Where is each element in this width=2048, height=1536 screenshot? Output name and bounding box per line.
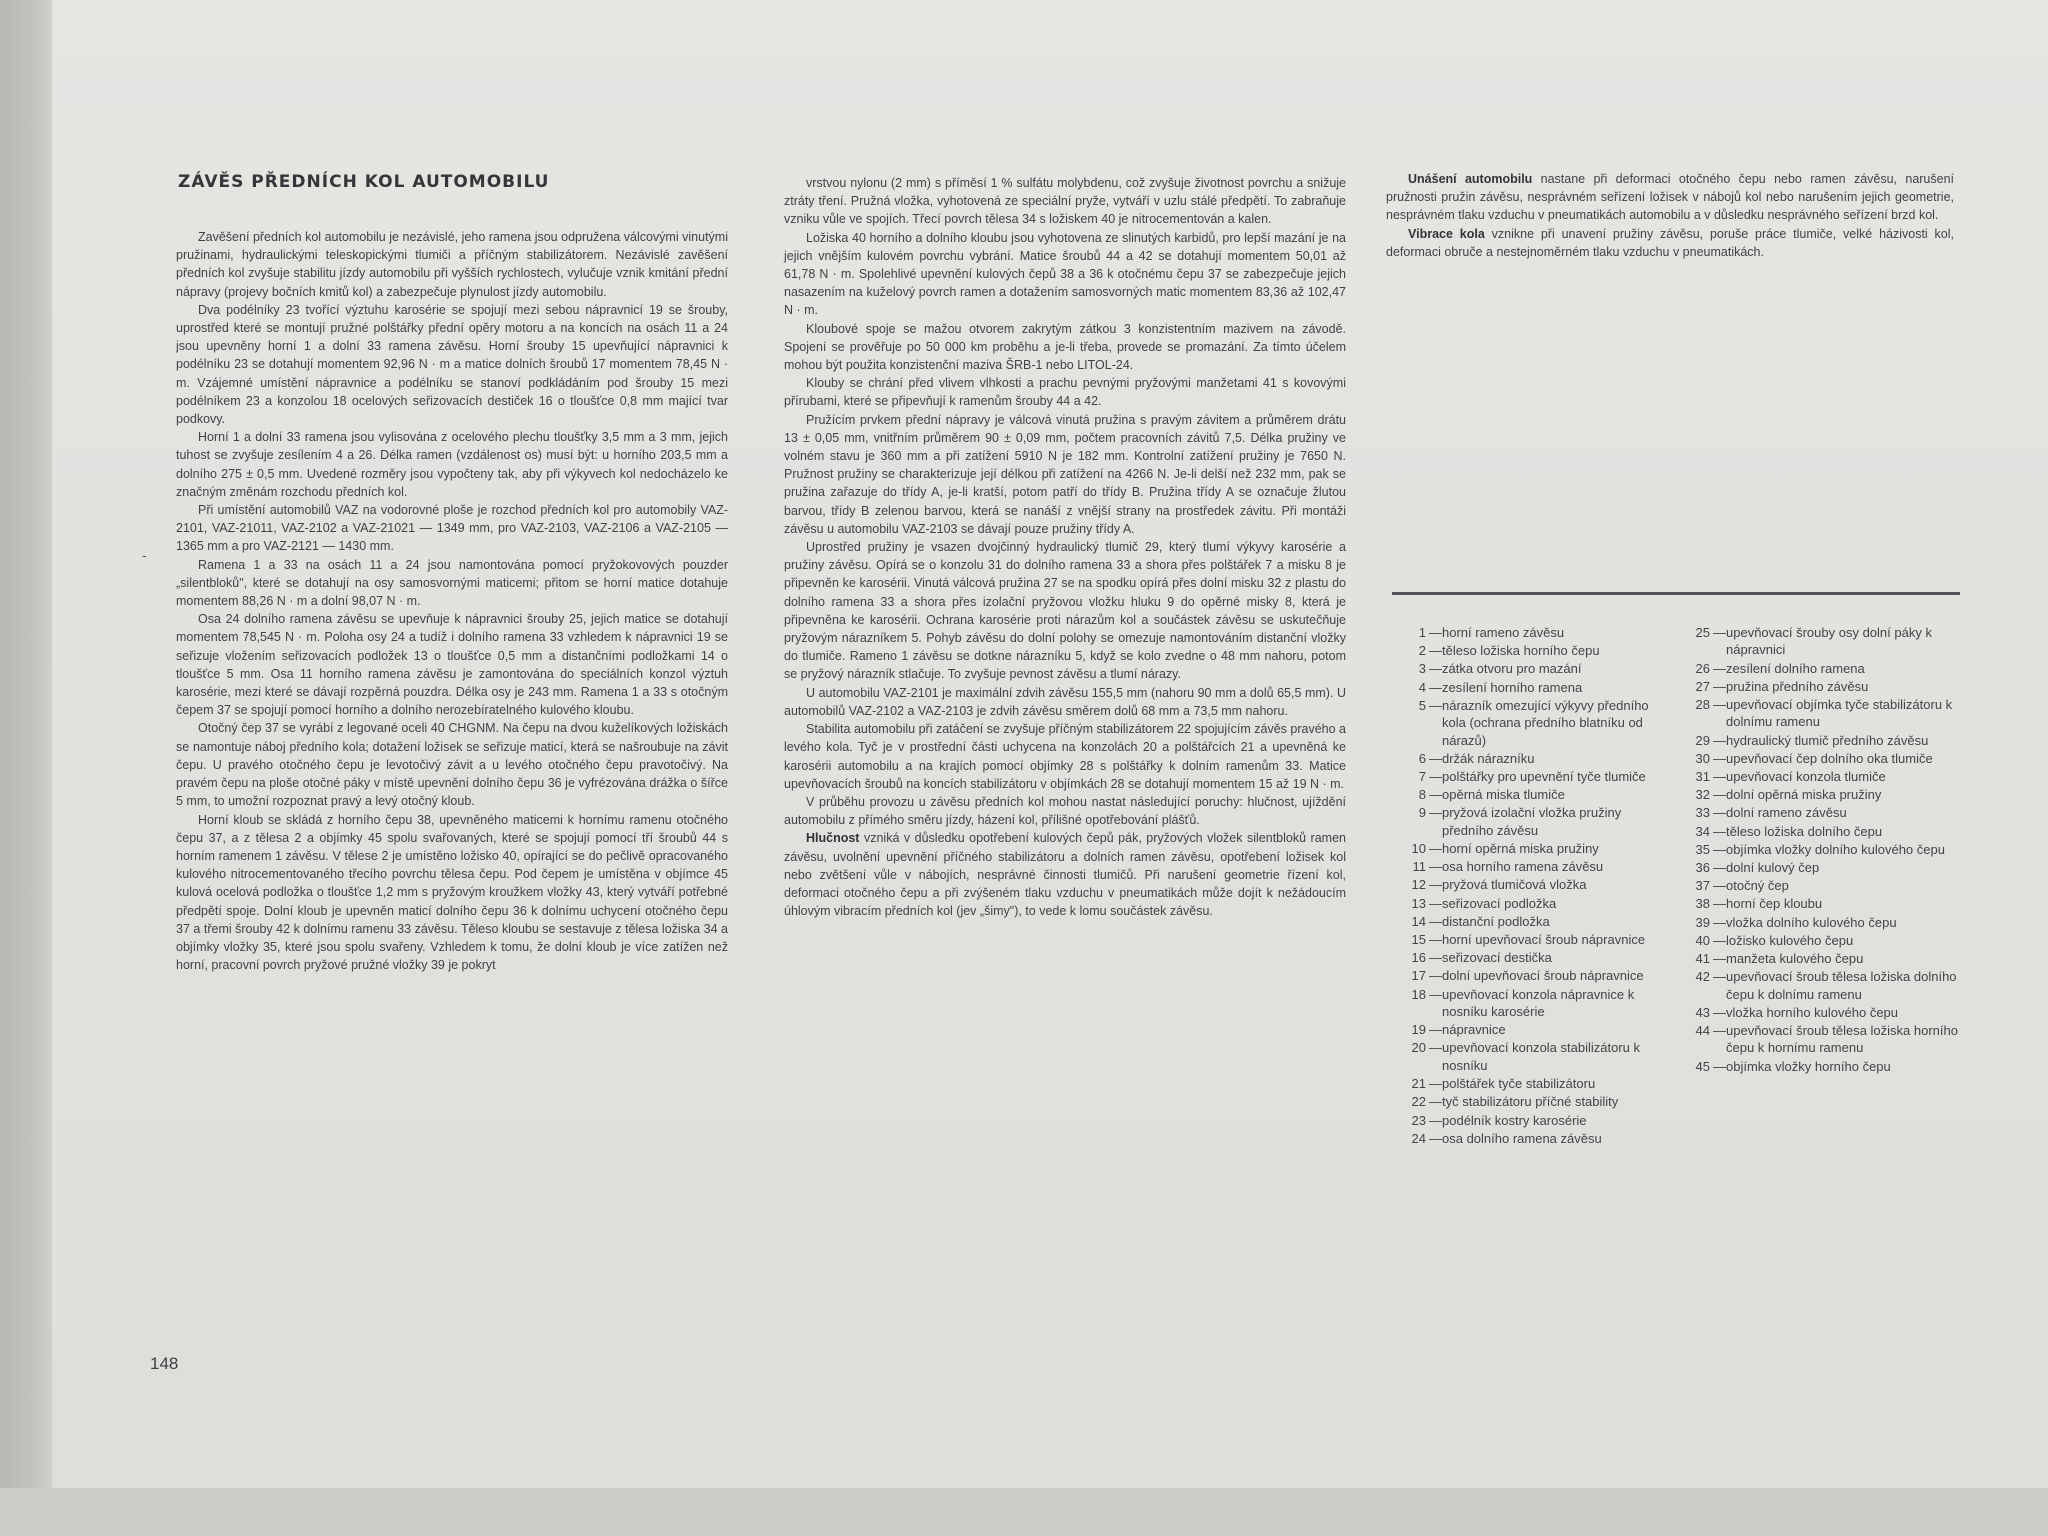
legend-item <box>1676 950 1958 967</box>
legend-number: 23 <box>1411 1112 1426 1128</box>
legend-dash: — <box>1429 787 1442 803</box>
legend-text: objímka vložky horního čepu <box>1726 1058 1891 1074</box>
legend-number: 33 <box>1695 805 1710 821</box>
legend-dash: — <box>1429 643 1442 659</box>
legend-number: 2 <box>1418 643 1426 659</box>
legend-number: 19 <box>1411 1022 1426 1038</box>
legend-text: zesílení horního ramena <box>1442 679 1583 695</box>
legend-number: 20 <box>1411 1040 1426 1056</box>
paragraph: Uprostřed pružiny je vsazen dvojčinný hydraulický tlumič 29, který tlumí výkyvy karosérie a pružiny závěsu. Opírá se o konzolu 31 do dolního ramena 33 a shora přes polštářek 7 a misku 8 je připevněn ke karosérii. Vinutá válcová pružina 27 se na spodku opírá přes dolní misku 32 z plastu do dolního ramena 33 a shora přes izolační pryžovou vložku hluku 9 do opěrné misky 8, která je připevněna ke karosérii. Ochrana karosérie proti nárazům kol a součástek závěsu se uskutečňuje pryžovým nárazníkem 5. Pohyb závěsu do dolní polohy se omezuje namontováním distanční vložky do tlumiče. Rameno 1 závěsu se dotkne nárazníku 5, když se kolo zvedne o 48 mm nahoru, potom se pryžový nárazník stlačuje. To zvyšuje pevnost závěsu a tlumí nárazy. <box>784 540 1346 682</box>
legend-item <box>1392 913 1666 930</box>
legend-text: polštářky pro upevnění tyče tlumiče <box>1442 769 1646 785</box>
legend-dash: — <box>1713 660 1726 676</box>
legend-divider <box>1392 592 1960 595</box>
legend-item <box>1392 642 1666 659</box>
legend-dash: — <box>1429 1112 1442 1128</box>
legend-item <box>1676 660 1958 677</box>
legend-text: zátka otvoru pro mazání <box>1442 661 1582 677</box>
legend-dash: — <box>1713 896 1726 912</box>
paragraph: vrstvou nylonu (2 mm) s příměsí 1 % sulfátu molybdenu, což zvyšuje životnost povrchu a snižuje ztráty tření. Pružná vložka, vyhotovená ze speciální pryže, vytváří v uzlu stálé předpětí. To zabraňuje vzniku vůle ve spojích. Třecí povrch tělesa 34 s ložiskem 40 je nitrocementován a kalen. <box>784 176 1346 227</box>
legend-number: 18 <box>1411 986 1426 1002</box>
legend-text: tyč stabilizátoru příčné stability <box>1442 1094 1619 1110</box>
paragraph: Ramena 1 a 33 na osách 11 a 24 jsou namontována pomocí pryžokovových pouzder „silentbloků", které se dotahují na osy samosvornými maticemi; přitom se horní matice dotahuje momentem 88,26 N · m a dolní 98,07 N · m. <box>176 557 728 609</box>
paragraph: Dva podélníky 23 tvořící výztuhu karosérie se spojují mezi sebou nápravnicí 19 se šrouby, uprostřed které se montují pružné polštářky přední opěry motoru a na koncích na osách 11 a 24 jsou upevněny horní 1 a dolní 33 ramena závěsu. Horní šrouby 15 upevňující nápravnici k podélníku 23 se dotahují momentem 92,96 N · m a matice dolních šroubů 17 momentem 78,45 N · m. Vzájemné umístění nápravnice a podélníku se stanoví podkládáním pod šrouby 15 mezi podélníkem 23 a konzolou 18 ocelových seřizovacích destiček 16 o tloušťce 0,8 mm mající tvar podkovy. <box>176 302 728 427</box>
legend-text: podélník kostry karosérie <box>1442 1112 1587 1128</box>
legend-dash: — <box>1429 968 1442 984</box>
legend-text: držák nárazníku <box>1442 750 1535 766</box>
legend-number: 15 <box>1411 932 1426 948</box>
legend-item <box>1392 858 1666 875</box>
legend-text: upevňovací šrouby osy dolní páky k nápravnici <box>1726 625 1932 658</box>
paragraph: Unášení automobilu nastane při deformaci otočného čepu nebo ramen závěsu, narušení pružnosti pružin závěsu, nesprávném seřízení ložisek v nábojů kol nebo narušením jejich geometrie, nesprávném tlaku vzduchu v pneumatikách automobilu a v důsledku nesprávného seřízení brzd kol. <box>1386 172 1955 223</box>
legend-item <box>1676 968 1958 1003</box>
legend-number: 30 <box>1695 750 1710 766</box>
legend-item <box>1676 678 1958 695</box>
legend-text: vložka dolního kulového čepu <box>1726 914 1897 930</box>
legend-item <box>1676 1004 1958 1021</box>
text-column-1 <box>176 228 728 974</box>
legend-item <box>1676 624 1958 659</box>
legend-text: osa dolního ramena závěsu <box>1442 1130 1602 1146</box>
paragraph: Ložiska 40 horního a dolního kloubu jsou vyhotovena ze slinutých karbidů, pro lepší mazání je na jejich vnějším kulovém povrchu vybrání. Matice šroubů 44 a 42 se dotahují momentem 50,01 až 61,78 N · m. Spolehlivé upevnění kulových čepů 38 a 36 k otočnému čepu 37 se zabezpečuje jejich nasazením na kuželový povrch ramen a dotažením samosvorných matic momentem 83,36 až 102,47 N · m. <box>784 230 1346 318</box>
legend-number: 10 <box>1411 841 1426 857</box>
legend-text: ložisko kulového čepu <box>1726 932 1854 948</box>
section-heading: ZÁVĚS PŘEDNÍCH KOL AUTOMOBILU <box>178 172 550 192</box>
paragraph: Pružícím prvkem přední nápravy je válcová vinutá pružina s pravým závitem a průměrem drátu 13 ± 0,05 mm, vnitřním průměrem 90 ± 0,09 mm, počtem pracovních závitů 7,5. Délka pružiny ve volném stavu je 360 mm a při zatížení 5910 N je 182 mm. Kontrolní zatížení pružiny je 7650 N. Pružnost pružiny se charakterizuje její délkou při zatížení na 4266 N. Je-li delší než 232 mm, pak se pružina zařazuje do třídy A, je-li kratší, potom patří do třídy B. Pružina třídy A se označuje žlutou barvou, třídy B zelenou barvou, která se nanáší z vnější strany na prostředek závitu. Při montáži závěsu u automobilu VAZ-2103 se dávají pouze pružiny třídy A. <box>784 412 1346 536</box>
legend-number: 44 <box>1695 1023 1710 1039</box>
legend-number: 31 <box>1695 769 1710 785</box>
legend-item <box>1676 750 1958 767</box>
legend-dash: — <box>1429 805 1442 821</box>
legend-item <box>1676 823 1958 840</box>
legend-text: pružina předního závěsu <box>1726 678 1869 694</box>
legend-item <box>1676 841 1958 858</box>
legend-number: 42 <box>1695 969 1710 985</box>
legend-number: 28 <box>1695 697 1710 713</box>
legend-number: 13 <box>1411 895 1426 911</box>
legend-dash: — <box>1713 678 1726 694</box>
parts-legend-right <box>1676 624 1958 1076</box>
text-column-3 <box>1386 170 1954 261</box>
legend-text: polštářek tyče stabilizátoru <box>1442 1076 1596 1092</box>
paragraph: Hlučnost vzniká v důsledku opotřebení kulových čepů pák, pryžových vložek silentbloků ramen závěsu, uvolnění upevnění příčného stabilizátoru a dolních ramen závěsu, opotřebení ložisek kol nebo zvětšení vůle v nábojích, nesprávné činnosti tlumičů. Při narušení geometrie řízení kol, deformaci otočného čepu a při zvýšeném tlaku vzduchu v pneumatikách může dojít k nežádoucím úhlovým vibracím předních kol (jev „šimy"), to vede k lomu součástek závěsu. <box>784 831 1346 919</box>
legend-dash: — <box>1713 969 1726 985</box>
legend-item <box>1676 1058 1958 1075</box>
legend-dash: — <box>1429 1022 1442 1038</box>
paragraph: U automobilu VAZ-2101 je maximální zdvih závěsu 155,5 mm (nahoru 90 mm a dolů 65,5 mm). U automobilů VAZ-2102 a VAZ-2103 je zdvih závěsu směrem dolů 68 mm a 73,5 mm nahoru. <box>784 685 1346 718</box>
legend-dash: — <box>1429 697 1442 713</box>
legend-text: horní upevňovací šroub nápravnice <box>1442 932 1646 948</box>
paragraph: Kloubové spoje se mažou otvorem zakrytým zátkou 3 konzistentním mazivem na závodě. Spojení se prověřuje po 50 000 km proběhu a je-li třeba, provede se promazání. Za tímto účelem mohou být použita konzistenční maziva ŠRB-1 nebo LITOL-24. <box>784 321 1346 373</box>
legend-number: 3 <box>1418 661 1426 677</box>
legend-text: těleso ložiska dolního čepu <box>1726 823 1883 839</box>
legend-text: pryžová tlumičová vložka <box>1442 877 1587 893</box>
legend-text: dolní opěrná miska pružiny <box>1726 787 1882 803</box>
legend-number: 26 <box>1695 660 1710 676</box>
legend-dash: — <box>1713 841 1726 857</box>
legend-item <box>1392 786 1666 803</box>
legend-number: 16 <box>1411 950 1426 966</box>
legend-number: 21 <box>1411 1076 1426 1092</box>
legend-number: 45 <box>1695 1058 1710 1074</box>
legend-number: 9 <box>1418 805 1426 821</box>
legend-text: upevňovací šroub tělesa ložiska dolního čepu k dolnímu ramenu <box>1726 969 1957 1002</box>
legend-dash: — <box>1429 1130 1442 1146</box>
legend-item <box>1392 949 1666 966</box>
legend-item <box>1392 750 1666 767</box>
paragraph: Stabilita automobilu při zatáčení se zvyšuje příčným stabilizátorem 22 spojujícím závěs pravého a levého kola. Tyč je v prostřední části uchycena na konzolách 20 a polštářcích 21 a upevněná ke karosérii automobilu a na krajích pomocí objímky 28 s polštářky k dolním ramenům 33. Matice upevňovacích šroubů na koncích stabilizátoru v objímkách 28 se dotahují momentem 15 až 19 N · m. <box>784 722 1346 791</box>
legend-dash: — <box>1713 697 1726 713</box>
legend-item <box>1392 1075 1666 1092</box>
legend-text: horní opěrná miska pružiny <box>1442 841 1599 857</box>
legend-item <box>1392 660 1666 677</box>
legend-item <box>1676 696 1958 731</box>
legend-text: upevňovací objímka tyče stabilizátoru k dolnímu ramenu <box>1726 697 1953 730</box>
legend-item <box>1392 804 1666 839</box>
legend-dash: — <box>1429 877 1442 893</box>
legend-dash: — <box>1429 625 1442 640</box>
legend-item <box>1676 932 1958 949</box>
legend-number: 6 <box>1418 750 1426 766</box>
legend-number: 32 <box>1695 787 1710 803</box>
legend-dash: — <box>1429 1076 1442 1092</box>
paragraph: Vibrace kola vznikne při unavení pružiny závěsu, poruše práce tlumiče, velké házivosti kol, deformaci obruče a nestejnoměrném tlaku vzduchu v pneumatikách. <box>1386 226 1954 259</box>
legend-text: osa horního ramena závěsu <box>1442 859 1604 875</box>
paragraph: Při umístění automobilů VAZ na vodorovné ploše je rozchod předních kol pro automobily VAZ-2101, VAZ-21011, VAZ-2102 a VAZ-21021 — 1349 mm, pro VAZ-2103, VAZ-2106 a VAZ-2105 — 1365 mm a pro VAZ-2121 — 1430 mm. <box>176 503 728 554</box>
legend-dash: — <box>1713 750 1726 766</box>
legend-text: dolní rameno závěsu <box>1726 805 1847 821</box>
legend-number: 37 <box>1695 878 1710 894</box>
legend-dash: — <box>1429 859 1442 875</box>
legend-text: nápravnice <box>1442 1022 1506 1038</box>
paragraph: Osa 24 dolního ramena závěsu se upevňuje k nápravnici šrouby 25, jejich matice se dotahují momentem 78,545 N · m. Poloha osy 24 a tudíž i dolního ramena 33 vzhledem k nápravnici 19 se seřizuje vložením seřizovacích podložek 13 o tloušťce 0,5 mm a distančními podložkami 14 o tloušťce 5 mm. Osa 11 horního ramena závěsu je zamontována do speciálních konzol výztuh karosérie, mezi které se dávají rozpěrná pouzdra. Délka osy je 243 mm. Ramena 1 a 33 s otočným čepem 37 se spojují pomocí horního a dolního nerozebíratelného kulového kloubu. <box>176 612 728 718</box>
legend-item <box>1676 914 1958 931</box>
legend-number: 8 <box>1418 787 1426 803</box>
legend-number: 43 <box>1695 1004 1710 1020</box>
legend-number: 4 <box>1418 679 1426 695</box>
legend-text: manžeta kulového čepu <box>1726 951 1864 967</box>
legend-number: 38 <box>1695 896 1710 912</box>
legend-dash: — <box>1429 895 1442 911</box>
legend-number: 36 <box>1695 860 1710 876</box>
legend-dash: — <box>1713 951 1726 967</box>
legend-dash: — <box>1713 914 1726 930</box>
legend-item <box>1676 768 1958 785</box>
legend-number: 41 <box>1695 951 1710 967</box>
legend-text: upevňovací konzola stabilizátoru k nosníku <box>1442 1040 1641 1073</box>
paragraph: Horní 1 a dolní 33 ramena jsou vylisována z ocelového plechu tloušťky 3,5 mm a 3 mm, jejich tuhost se zvyšuje zesílením 4 a 26. Délka ramen (vzdálenost os) musí být: u horního 203,5 mm a dolního 275 ± 0,5 mm. Uvedené rozměry jsou vypočteny tak, aby při výkyvech kol nedocházelo ke značným změnám rozchodu předních kol. <box>176 430 728 499</box>
legend-number: 29 <box>1695 732 1710 748</box>
legend-text: upevňovací čep dolního oka tlumiče <box>1726 750 1933 766</box>
legend-item <box>1676 732 1958 749</box>
legend-item <box>1392 986 1666 1021</box>
paragraph: Horní kloub se skládá z horního čepu 38, upevněného maticemi k hornímu ramenu otočného čepu 37, a z tělesa 2 a objímky 45 spolu svařovaných, které se spojují pomocí tří šroubů 44 s horním ramenem 1 závěsu. V tělese 2 je umístěno ložisko 40, opírající se do pečlivě opracovaného kulového nitrocementovaného třecího povrchu tělesa čepu. Pod čepem je umístěna v objímce 45 kulová ocelová podložka o tloušťce 1,2 mm s pryžovým kroužkem vložky 43, který vytváří potřebné předpětí spoje. Dolní kloub je upevněn maticí dolního čepu 36 k dolnímu uchycení otočného čepu 37 a třemi šrouby 42 k dolnímu ramenu 33 závěsu. Těleso kloubu se sestavuje z tělesa ložiska 34 a objímky vložky 35, které jsou spolu svařeny. Vzhledem k tomu, že dolní kloub je více zatížen než horní, pracovní povrch pryžové pružné vložky 39 je pokryt <box>176 812 728 973</box>
legend-text: upevňovací konzola nápravnice k nosníku karosérie <box>1442 986 1635 1020</box>
legend-item <box>1392 967 1666 984</box>
legend-text: seřizovací podložka <box>1442 895 1557 911</box>
legend-dash: — <box>1429 913 1442 929</box>
scan-background <box>0 1488 2048 1536</box>
paragraph: Klouby se chrání před vlivem vlhkosti a prachu pevnými pryžovými manžetami 41 s kovovými přírubami, které se připevňují k ramenům šrouby 44 a 42. <box>784 376 1346 409</box>
legend-dash: — <box>1713 1058 1726 1074</box>
legend-dash: — <box>1713 878 1726 894</box>
legend-dash: — <box>1429 950 1442 966</box>
legend-item <box>1392 876 1666 893</box>
legend-text: těleso ložiska horního čepu <box>1442 643 1600 659</box>
legend-number: 39 <box>1695 914 1710 930</box>
margin-mark: - <box>142 549 147 564</box>
legend-number: 5 <box>1418 697 1426 713</box>
legend-dash: — <box>1713 787 1726 803</box>
legend-dash: — <box>1429 1040 1442 1056</box>
legend-dash: — <box>1429 661 1442 677</box>
legend-dash: — <box>1713 1023 1726 1039</box>
legend-dash: — <box>1713 860 1726 876</box>
legend-text: horní rameno závěsu <box>1442 625 1565 640</box>
legend-number: 1 <box>1418 625 1426 640</box>
legend-text: dolní upevňovací šroub nápravnice <box>1442 968 1644 984</box>
legend-item <box>1392 1021 1666 1038</box>
legend-item <box>1392 624 1666 641</box>
legend-dash: — <box>1429 769 1442 785</box>
legend-text: horní čep kloubu <box>1726 896 1823 912</box>
legend-dash: — <box>1429 679 1442 695</box>
legend-text: seřizovací destička <box>1442 950 1552 966</box>
legend-item <box>1676 804 1958 821</box>
legend-number: 22 <box>1411 1094 1426 1110</box>
text-column-2 <box>784 174 1346 920</box>
legend-number: 12 <box>1411 877 1426 893</box>
legend-number: 35 <box>1695 841 1710 857</box>
paragraph: V průběhu provozu u závěsu předních kol mohou nastat následující poruchy: hlučnost, ujíždění automobilu z přímého směru jízdy, házení kol, přílišné opotřebování plášťů. <box>784 794 1346 828</box>
legend-dash: — <box>1713 732 1726 748</box>
legend-dash: — <box>1713 625 1726 640</box>
legend-dash: — <box>1713 805 1726 821</box>
legend-number: 27 <box>1695 678 1710 694</box>
parts-legend-left <box>1392 624 1666 1148</box>
legend-item <box>1676 877 1958 894</box>
legend-item <box>1392 679 1666 696</box>
legend-number: 17 <box>1411 968 1426 984</box>
legend-dash: — <box>1713 932 1726 948</box>
legend-dash: — <box>1429 1094 1442 1110</box>
legend-item <box>1676 786 1958 803</box>
legend-text: pryžová izolační vložka pružiny předního závěsu <box>1442 805 1622 838</box>
legend-text: nárazník omezující výkyvy předního kola (ochrana předního blatníku od nárazů) <box>1442 697 1649 748</box>
legend-number: 11 <box>1412 859 1426 875</box>
legend-number: 25 <box>1695 625 1710 640</box>
legend-text: upevňovací konzola tlumiče <box>1726 769 1886 785</box>
legend-item <box>1676 895 1958 912</box>
legend-number: 34 <box>1695 823 1710 839</box>
legend-dash: — <box>1429 932 1442 948</box>
legend-text: vložka horního kulového čepu <box>1726 1004 1899 1020</box>
legend-dash: — <box>1713 769 1726 785</box>
paragraph: Zavěšení předních kol automobilu je nezávislé, jeho ramena jsou odpružena válcovými vinutými pružinami, hydraulickými teleskopickými tlumiči a příčným stabilizátorem. Nezávislé zavěšení předních kol zvyšuje stabilitu jízdy automobilu při vyšších rychlostech, vylučuje vznik kmitání přední nápravy (projevy bočních kmitů kol) a zabezpečuje plynulost jízdy automobilu. <box>176 230 728 299</box>
legend-dash: — <box>1713 1004 1726 1020</box>
legend-dash: — <box>1429 841 1442 857</box>
legend-item <box>1392 1039 1666 1074</box>
legend-number: 40 <box>1695 932 1710 948</box>
legend-text: otočný čep <box>1726 878 1789 894</box>
legend-item <box>1392 1130 1666 1147</box>
legend-item <box>1392 1112 1666 1129</box>
legend-item <box>1676 1022 1958 1057</box>
scan-edge <box>0 0 60 1536</box>
legend-text: hydraulický tlumič předního závěsu <box>1726 732 1929 748</box>
legend-number: 24 <box>1411 1130 1426 1146</box>
legend-dash: — <box>1429 986 1442 1002</box>
legend-text: opěrná miska tlumiče <box>1442 787 1565 803</box>
legend-dash: — <box>1713 823 1726 839</box>
legend-item <box>1676 859 1958 876</box>
legend-text: dolní kulový čep <box>1726 860 1820 876</box>
legend-text: zesílení dolního ramena <box>1726 660 1865 676</box>
page-number: 148 <box>150 1354 179 1373</box>
legend-text: objímka vložky dolního kulového čepu <box>1726 841 1945 857</box>
legend-item <box>1392 931 1666 948</box>
legend-text: distanční podložka <box>1442 913 1550 929</box>
legend-item <box>1392 895 1666 912</box>
legend-item <box>1392 697 1666 749</box>
legend-item <box>1392 840 1666 857</box>
legend-dash: — <box>1429 750 1442 766</box>
legend-item <box>1392 1093 1666 1110</box>
legend-text: upevňovací šroub tělesa ložiska horního čepu k hornímu ramenu <box>1726 1023 1958 1056</box>
legend-item <box>1392 768 1666 785</box>
paragraph: Otočný čep 37 se vyrábí z legované oceli 40 CHGNM. Na čepu na dvou kuželíkových ložiskách se namontuje náboj předního kola; dotažení ložisek se seřizuje maticí, která se našroubuje na závit čepu. U pravého otočného čepu je levotočivý závit a u levého otočného čepu pravotočivý. Na pravém čepu na ploše otočné páky v místě upevnění dolního čepu 36 je vyfrézována drážka o šířce 5 mm, to umožní rozpoznat pravý a levý otočný kloub. <box>176 721 728 809</box>
legend-number: 7 <box>1418 769 1426 785</box>
legend-number: 14 <box>1411 913 1426 929</box>
